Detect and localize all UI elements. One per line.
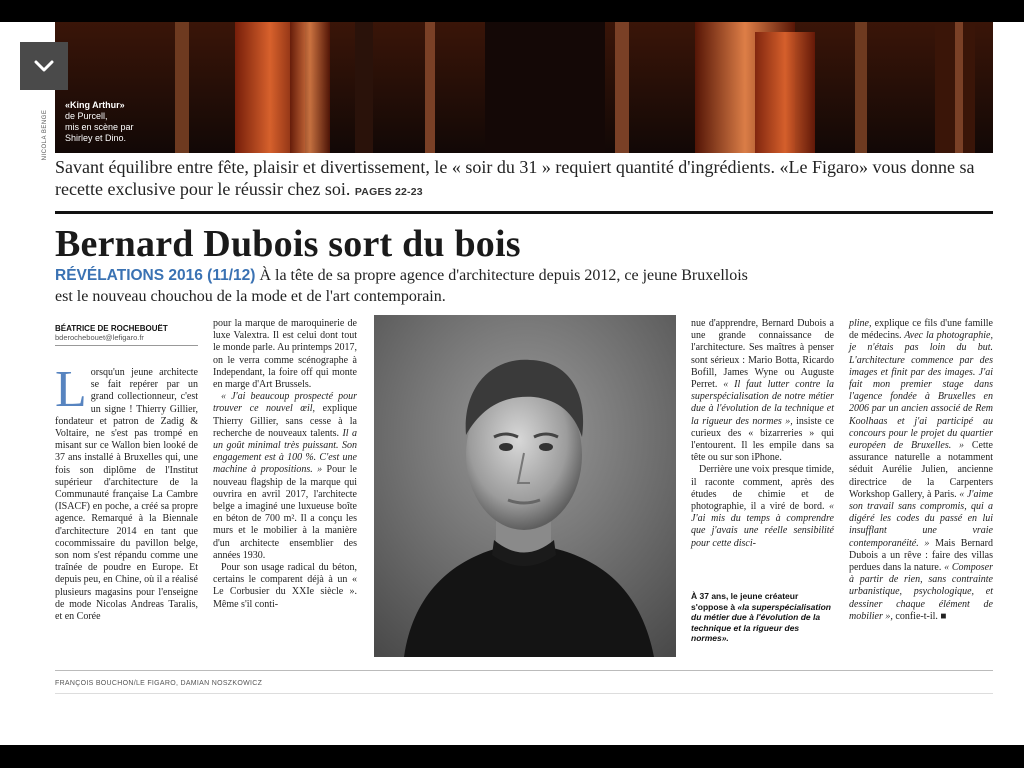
byline (55, 324, 198, 346)
section-divider (55, 211, 993, 214)
teaser-text: Savant équilibre entre fête, plaisir et divertissement, le « soir du 31 » requiert quantité d'ingrédients. «Le Figaro» vous donne sa recette exclusive pour le réussir chez soi. (55, 157, 975, 199)
dropcap: L (55, 361, 87, 418)
teaser (55, 156, 995, 203)
photo-credit: FRANÇOIS BOUCHON/LE FIGARO, DAMIAN NOSZKOWICZ (55, 680, 263, 687)
article-column-1 (55, 361, 198, 623)
col2-paragraph-1: pour la marque de maroquinerie de luxe Valextra. Il est celui dont tout le monde parle. Au printemps 2017, on le verra comme scénographe à Independant, la foire off qui monte en marge d'Art Brussels. (213, 318, 357, 391)
stage-photo-image (55, 22, 993, 153)
standfirst-text: À la tête de sa propre agence d'architecture depuis 2012, ce jeune Bruxellois est le nouveau chouchou de la mode et de l'art contemporain. (55, 267, 748, 305)
article-standfirst (55, 265, 755, 307)
col5-paragraph: pline, explique ce fils d'une famille de médecins. Avec la photographie, je n'étais pas loin du but. L'architecture commence par des images et finit par des images. J'ai fait mon premier stage dans l'agence fondée à Bruxelles en 2006 par un ancien associé de Rem Koolhaas et j'ai participé au concours pour le projet du quartier européen de Bruxelles. » Cette assurance naturelle a notamment séduit Aurélie Julien, ancienne directrice de la Carpenters Workshop Gallery, à Paris. « J'aime son travail sans compromis, qui a digéré les codes du passé en lui insufflant une vraie contemporanéité. » Mais Bernard Dubois a un rêve : faire des villas perdues dans la nature. « Composer à partir de rien, sans contrainte urbanistique, psychologique, et dessiner chaque élément de mobilier », confie-t-il. ■ (849, 318, 993, 622)
author-name: BÉATRICE DE ROCHEBOUËT (55, 324, 168, 333)
col1-paragraph: orsqu'un jeune architecte se fait repérer par un grand collectionneur, c'est un signe ! Thierry Gillier, fondateur et patron de Zadig & Voltaire, ne s'est pas trompé en misant sur ce Wallon bien looké de 37 ans installé à Bruxelles qui, une fois son diplôme de l'Institut supérieur d'architecture de la Communauté française La Cambre (ISACF) en poche, a créé sa propre agence. Remarqué à la Biennale d'architecture 2014 en tant que cocommissaire du pavillon belge, son nom s'est répandu comme une traînée de poudre en Europe. Et depuis peu, en Chine, où il a réalisé plusieurs magasins pour l'enseigne de mode Nicolas Andreas Taralis, et en Corée (55, 367, 198, 623)
col4-paragraph-1: nue d'apprendre, Bernard Dubois a une grande connaissance de l'architecture. Ses maîtres à penser sont sérieux : Mario Botta, Ricardo Bofill, James Wyne ou Auguste Perret. « Il faut lutter contre la superspécialisation de notre métier due à l'évolution de la technique et la rigueur des normes », insiste ce curieux des « bizarreries » qui l'entourent. Il les empile dans sa tête ou sur son iPhone. (691, 318, 834, 464)
stage-photo-caption: «King Arthur» de Purcell, mis en scène par Shirley et Dino. (65, 100, 134, 143)
bottom-black-bar (0, 745, 1024, 768)
chevron-down-icon (34, 60, 54, 72)
footer-rule-2 (55, 693, 993, 694)
teaser-pages-link[interactable]: PAGES 22-23 (354, 186, 423, 198)
top-black-bar (0, 0, 1024, 22)
col4-paragraph-2: Derrière une voix presque timide, il raconte comment, après des études de chimie et de photographie, il a viré de bord. « J'ai mis du temps à comprendre que j'avais une réelle sensibilité pour cette disci- (691, 464, 835, 549)
article-column-5 (849, 318, 993, 623)
portrait-caption: À 37 ans, le jeune créateur s'oppose à «la superspécialisation du métier due à l'évolution de la technique et la rigueur des normes». (691, 591, 831, 643)
byline-rule (55, 345, 198, 346)
article-kicker: RÉVÉLATIONS 2016 (11/12) (55, 267, 256, 284)
portrait-photo (374, 315, 676, 657)
stage-photo (55, 22, 993, 153)
photo-credit-vertical: NICOLA BENGE (42, 109, 48, 161)
author-email[interactable]: bderochebouet@lefigaro.fr (55, 333, 144, 342)
col2-paragraph-2: « J'ai beaucoup prospecté pour trouver ce nouvel œil, explique Thierry Gillier, sans cesse à la recherche de nouveaux talents. Il a un goût minimal très puissant. Son engagement est à 100 %. C'est une machine à propositions. » Pour le nouveau flagship de la marque qui ouvrira en avril 2017, l'architecte belge a imaginé une luxueuse boîte en béton de 700 m². Il a conçu les murs et le mobilier à la manière d'un architecte ensemblier des années 1930. (213, 391, 358, 561)
article-column-2 (213, 318, 357, 611)
newspaper-page (0, 22, 1024, 745)
article-headline: Bernard Dubois sort du bois (55, 223, 521, 265)
article-column-4 (691, 318, 834, 550)
collapse-button[interactable] (20, 42, 68, 90)
footer-rule (55, 670, 993, 671)
portrait-image (374, 315, 676, 657)
col2-paragraph-3: Pour son usage radical du béton, certains le comparent déjà à un « Le Corbusier du XXIe siècle ». Même s'il conti- (213, 562, 357, 610)
